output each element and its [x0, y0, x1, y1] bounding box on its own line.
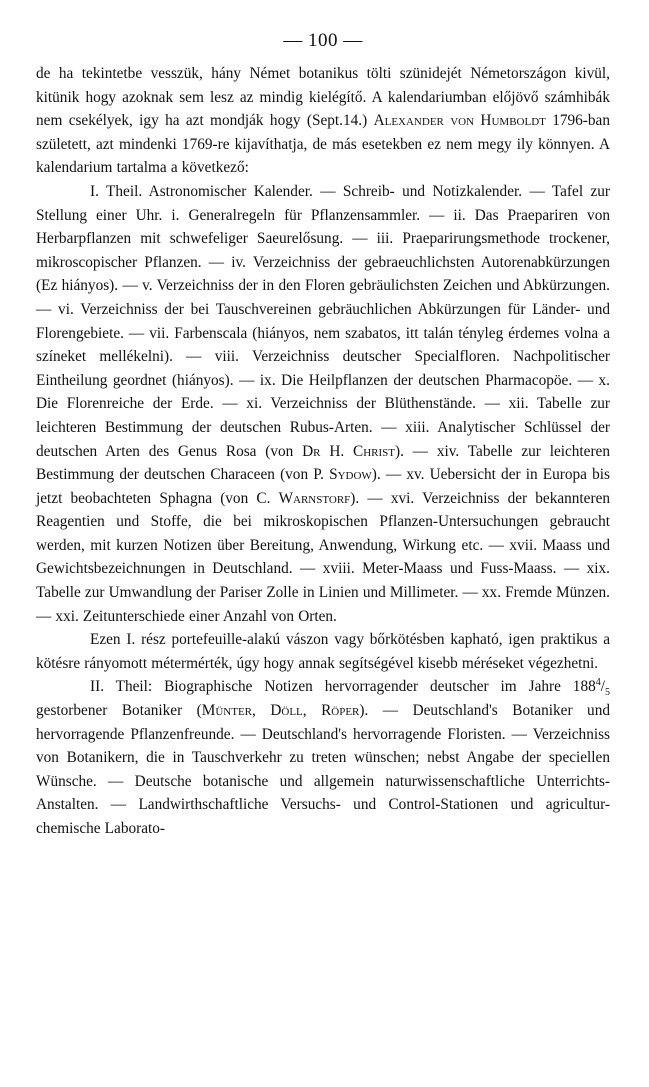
text-segment: ). — xvi. Verzeichniss der bekannteren Reagentien und Stoffe, die bei mikroskopischen Pflanzen-Untersuchungen gebraucht werden, mit kurzen Notizen über Bereitung, Anwendung, Wirkung etc. — xvii. Maass und Gewichtsbezeichnungen in Deutschland. — xviii. Meter-Maass und Fuss-Maass. — xix. Tabelle zur Umwandlung der Pariser Zolle in Linien und Millimeter. — xx. Fremde Münzen. — xxi. Zeitunterschiede einer Anzahl von Orten.: [36, 489, 611, 625]
author-name: Sydow: [329, 466, 372, 484]
author-name: Döll: [270, 702, 303, 720]
text-segment: 5: [605, 687, 610, 699]
paragraph: [36, 675, 610, 840]
text-segment: ). — xiv. Tabelle zur leichteren Bestimmung der deutschen Characeen (von P.: [36, 442, 610, 484]
paragraph: [36, 180, 610, 628]
text-segment: ,: [252, 702, 271, 720]
author-name: Röper: [321, 702, 360, 720]
paragraph: [36, 628, 610, 675]
text-segment: 4: [595, 677, 601, 689]
text-segment: gestorbener Botaniker (: [36, 702, 202, 720]
text-segment: 1796-ban született, azt mindenki 1769-re kijavíthatja, de más esetekben ez nem megy ily könnyen. A kalendarium tartalma a következő:: [36, 112, 610, 177]
text-segment: ). — xv. Uebersicht der in Europa bis jetzt beobachteten Sphagna (von C.: [36, 466, 610, 507]
author-name: Dr H. Christ: [302, 442, 395, 460]
text-segment: ). — Deutschland's Botaniker und hervorragende Pflanzenfreunde. — Deutschland's hervorragende Floristen. — Verzeichniss von Botanikern, die in Tauschverkehr zu treten wünschen; nebst Angabe der speciellen Wünsche. — Deutsche botanische und allgemein naturwissenschaftliche Unterrichts-Anstalten. — Landwirthschaftliche Versuchs- und Control-Stationen und agricultur-chemische Laborato-: [36, 702, 610, 837]
text-segment: /: [600, 678, 605, 696]
text-segment: I. Theil. Astronomischer Kalender. — Schreib- und Notizkalender. — Tafel zur Stellung einer Uhr. i. Generalregeln für Pflanzensammler. — ii. Das Praepariren von Herbarpflanzen mit schwefeliger Saeurelősung. — iii. Praeparirungsmethode trockener, mikroscopischer Pflanzen. — iv. Verzeichniss der gebraeuchlichsten Autorenabkürzungen (Ez hiányos). — v. Verzeichniss der in den Floren gebräulichsten Zeichen und Abkürzungen. — vi. Verzeichniss der bei Tauschvereinen gebräuchlichen Abkürzungen für Länder- und Florengebiete. — vii. Farbenscala (hiányos, nem szabatos, itt talán tényleg érdemes volna a színeket mellékelni). — viii. Verzeichniss deutscher Specialfloren. Nachpolitischer Eintheilung geordnet (hiányos). — ix. Die Heilpflanzen der deutschen Pharmacopöe. — x. Die Florenreiche der Erde. — xi. Verzeichniss der Blüthenstände. — xii. Tabelle zur leichteren Bestimmung der deutschen Rubus-Arten. — xiii. Analytischer Schlüssel der deutschen Arten des Genus Rosa (von: [36, 182, 610, 460]
page: [36, 28, 610, 841]
author-name: Alexander von Humboldt: [373, 112, 546, 130]
text-segment: de ha tekintetbe vesszük, hány Német botanikus tölti szünidejét Németországon kivül, kitünik hogy azoknak sem lesz az mindig kielégítő. A kalendariumban előjövő számhibák nem csekélyek, igy ha azt mondják hogy (Sept.14.): [36, 65, 610, 130]
text-segment: ,: [302, 702, 322, 720]
text-segment: II. Theil: Biographische Notizen hervorragender deutscher im Jahre 188: [90, 678, 596, 696]
body-text: [36, 62, 610, 841]
author-name: Warnstorf: [278, 489, 351, 507]
author-name: Münter: [201, 702, 253, 720]
text-segment: Ezen I. rész portefeuille-alakú vászon vagy bőrkötésben kapható, igen praktikus a kötésre rányomott métermérték, úgy hogy annak segítségével kisebb méréseket végezhetni.: [36, 631, 610, 672]
paragraph: [36, 62, 610, 180]
page-number: — 100 —: [283, 30, 363, 51]
